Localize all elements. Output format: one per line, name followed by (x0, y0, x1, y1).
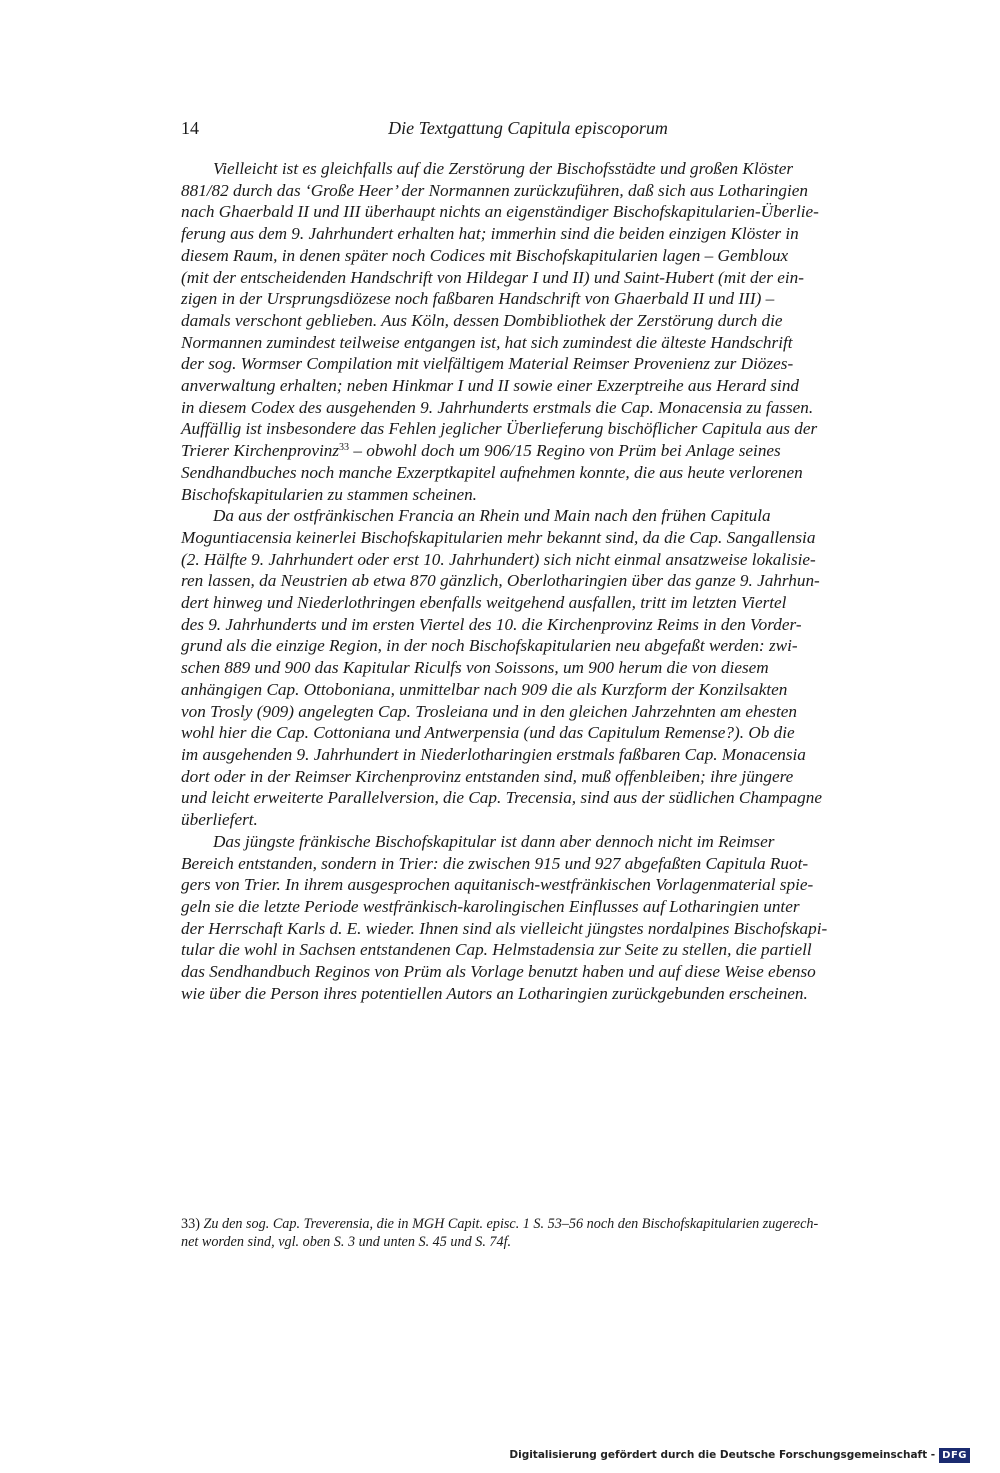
text-line: in diesem Codex des ausgehenden 9. Jahrhunderts erstmals die Cap. Monacensia zu fassen. (181, 397, 814, 417)
footnote-number: 33) (181, 1216, 200, 1232)
text-line: und leicht erweiterte Parallelversion, die Cap. Trecensia, sind aus der südlichen Champagne (181, 788, 822, 808)
text-line: gers von Trier. In ihrem ausgesprochen aquitanisch-westfränkischen Vorlagenmaterial spie- (181, 875, 814, 895)
text-line: (2. Hälfte 9. Jahrhundert oder erst 10. Jahrhundert) sich nicht einmal ansatzweise lokalisie- (181, 549, 816, 569)
text-line: Vielleicht ist es gleichfalls auf die Zerstörung der Bischofsstädte und großen Klöster (213, 159, 794, 178)
text-line: Sendhandbuches noch manche Exzerptkapitel aufnehmen konnte, die aus heute verlorenen (181, 462, 803, 482)
text-line: der sog. Wormser Compilation mit vielfältigem Material Reimser Provenienz zur Diözes- (181, 354, 794, 374)
text-line: überliefert. (181, 810, 258, 830)
text-line: tular die wohl in Sachsen entstandenen Cap. Helmstadensia zur Seite zu stellen, die partiell (181, 940, 812, 960)
text-line: geln sie die letzte Periode westfränkisch-karolingischen Einflusses auf Lotharingien unter (181, 896, 800, 916)
text-line: anverwaltung erhalten; neben Hinkmar I und II sowie einer Exzerptreihe aus Herard sind (181, 376, 800, 396)
paragraph-2 (181, 505, 875, 831)
text-line: Bereich entstanden, sondern in Trier: die zwischen 915 und 927 abgefaßten Capitula Ruot- (181, 853, 809, 873)
text-line: Normannen zumindest teilweise entgangen ist, hat sich zumindest die älteste Handschrift (181, 332, 793, 352)
paragraph-1 (181, 158, 875, 505)
text-fragment: Trierer Kirchenprovinz (181, 441, 340, 461)
digitization-credit (509, 1445, 970, 1465)
text-line: dert hinweg und Niederlothringen ebenfalls weitgehend ausfallen, tritt im letzten Viertel (181, 593, 787, 613)
paragraph-3 (181, 831, 875, 1005)
footnote-line (181, 1215, 875, 1233)
footnote-line: net worden sind, vgl. oben S. 3 und unten S. 45 und S. 74f. (181, 1234, 512, 1250)
text-line: Moguntiacensia keinerlei Bischofskapitularien mehr bekannt sind, da die Cap. Sangallensia (181, 527, 816, 547)
text-line: anhängigen Cap. Ottoboniana, unmittelbar nach 909 die als Kurzform der Konzilsakten (181, 679, 788, 699)
credit-text: Digitalisierung gefördert durch die Deutsche Forschungsgemeinschaft - (509, 1449, 936, 1461)
footnote-text: Zu den sog. Cap. Treverensia, die in MGH Capit. episc. 1 S. 53–56 noch den Bischofskapitularien zugerech- (203, 1216, 819, 1232)
running-head (181, 116, 875, 140)
text-line: von Trosly (909) angelegten Cap. Trosleiana und in den gleichen Jahrzehnten am ehesten (181, 701, 797, 721)
dfg-logo: DFG (939, 1448, 970, 1463)
text-line: damals verschont geblieben. Aus Köln, dessen Dombibliothek der Zerstörung durch die (181, 310, 783, 330)
text-line: diesem Raum, in denen später noch Codices mit Bischofskapitularien lagen – Gembloux (181, 245, 789, 265)
running-title: Die Textgattung Capitula episcoporum (388, 118, 668, 138)
text-line: dort oder in der Reimser Kirchenprovinz entstanden sind, muß offenbleiben; ihre jüngere (181, 766, 794, 786)
text-line: der Herrschaft Karls d. E. wieder. Ihnen sind als vielleicht jüngstes nordalpines Bischofskapi- (181, 918, 828, 938)
body-text (181, 158, 875, 1004)
text-line: schen 889 und 900 das Kapitular Riculfs von Soissons, um 900 herum die von diesem (181, 658, 769, 678)
text-line: 881/82 durch das ‘Große Heer’ der Normannen zurückzuführen, daß sich aus Lotharingien (181, 180, 808, 200)
text-line: Da aus der ostfränkischen Francia an Rhein und Main nach den frühen Capitula (213, 506, 771, 526)
footnote-marker[interactable]: 33 (339, 442, 350, 454)
text-line: ren lassen, da Neustrien ab etwa 870 gänzlich, Oberlotharingien über das ganze 9. Jahrhun- (181, 571, 820, 591)
text-line: Auffällig ist insbesondere das Fehlen jeglicher Überlieferung bischöflicher Capitula aus der (181, 419, 818, 439)
text-line: Bischofskapitularien zu stammen scheinen. (181, 484, 477, 504)
text-line: ferung aus dem 9. Jahrhundert erhalten hat; immerhin sind die beiden einzigen Klöster in (181, 224, 799, 244)
text-line: im ausgehenden 9. Jahrhundert in Niederlotharingien erstmals faßbaren Cap. Monacensia (181, 744, 806, 764)
footnote-area (181, 1215, 875, 1251)
text-line: des 9. Jahrhunderts und im ersten Viertel des 10. die Kirchenprovinz Reims in den Vorder- (181, 614, 802, 634)
text-line-with-footnote (181, 440, 875, 462)
text-line: wie über die Person ihres potentiellen Autors an Lotharingien zurückgebunden erscheinen. (181, 983, 808, 1003)
text-line: (mit der entscheidenden Handschrift von Hildegar I und II) und Saint-Hubert (mit der ein- (181, 267, 804, 287)
text-line: wohl hier die Cap. Cottoniana und Antwerpensia (und das Capitulum Remense?). Ob die (181, 723, 795, 743)
text-fragment: – obwohl doch um 906/15 Regino von Prüm bei Anlage seines (349, 441, 781, 461)
text-line: Das jüngste fränkische Bischofskapitular ist dann aber dennoch nicht im Reimser (213, 831, 775, 851)
text-line: nach Ghaerbald II und III überhaupt nichts an eigenständiger Bischofskapitularien-Überlie- (181, 202, 819, 222)
text-line: zigen in der Ursprungsdiözese noch faßbaren Handschrift von Ghaerbald II und III) – (181, 289, 775, 309)
page-number: 14 (181, 118, 199, 138)
text-line: das Sendhandbuch Reginos von Prüm als Vorlage benutzt haben und auf diese Weise ebenso (181, 962, 816, 982)
text-line: grund als die einzige Region, in der noch Bischofskapitularien neu abgefaßt werden: zwi- (181, 636, 798, 656)
